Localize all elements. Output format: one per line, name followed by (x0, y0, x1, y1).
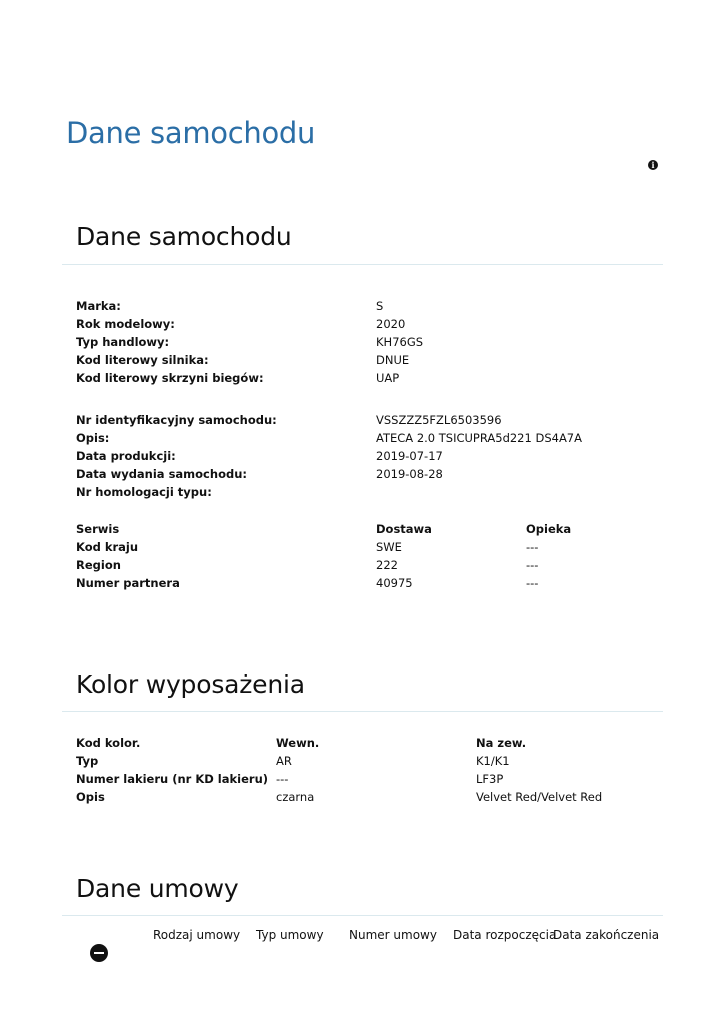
row-label: Opis (76, 790, 105, 804)
field-label: Rok modelowy: (76, 317, 175, 331)
collapse-minus-icon[interactable] (90, 944, 108, 962)
field-label: Nr homologacji typu: (76, 485, 212, 499)
field-label: Marka: (76, 299, 121, 313)
column-header: Na zew. (476, 736, 527, 750)
field-label: Data wydania samochodu: (76, 467, 247, 481)
column-header: Serwis (76, 522, 120, 536)
field-label: Data produkcji: (76, 449, 176, 463)
table-cell: czarna (276, 790, 315, 804)
equipment-color-divider (62, 711, 663, 712)
table-cell: 40975 (376, 576, 413, 590)
field-label: Opis: (76, 431, 110, 445)
table-cell: 222 (376, 558, 398, 572)
car-data-heading: Dane samochodu (76, 222, 292, 251)
field-value: ATECA 2.0 TSICUPRA5d221 DS4A7A (376, 431, 582, 445)
column-header: Kod kolor. (76, 736, 141, 750)
field-label: Typ handlowy: (76, 335, 170, 349)
field-value: KH76GS (376, 335, 424, 349)
equipment-color-heading: Kolor wyposażenia (76, 670, 305, 699)
table-cell: --- (526, 576, 539, 590)
table-cell: LF3P (476, 772, 504, 786)
row-label: Numer lakieru (nr KD lakieru) (76, 772, 269, 786)
row-label: Region (76, 558, 121, 572)
table-cell: Velvet Red/Velvet Red (476, 790, 603, 804)
field-value: VSSZZZ5FZL6503596 (376, 413, 502, 427)
contract-column-header: Typ umowy (256, 928, 324, 942)
field-label: Kod literowy skrzyni biegów: (76, 371, 264, 385)
contract-column-header: Rodzaj umowy (153, 928, 241, 942)
contract-data-divider (62, 915, 663, 916)
column-header: Dostawa (376, 522, 432, 536)
field-label: Kod literowy silnika: (76, 353, 209, 367)
column-header: Opieka (526, 522, 572, 536)
table-cell: --- (276, 772, 289, 786)
row-label: Typ (76, 754, 99, 768)
table-cell: SWE (376, 540, 402, 554)
field-value: UAP (376, 371, 400, 385)
field-value: 2020 (376, 317, 406, 331)
field-label: Nr identyfikacyjny samochodu: (76, 413, 277, 427)
column-header: Wewn. (276, 736, 320, 750)
table-cell: K1/K1 (476, 754, 510, 768)
table-cell: --- (526, 540, 539, 554)
contract-column-header: Data rozpoczęcia (453, 928, 557, 942)
field-value: 2019-08-28 (376, 467, 443, 481)
row-label: Kod kraju (76, 540, 139, 554)
car-data-divider (62, 264, 663, 265)
field-value: DNUE (376, 353, 410, 367)
field-value: 2019-07-17 (376, 449, 443, 463)
contract-column-header: Numer umowy (349, 928, 437, 942)
contract-data-heading: Dane umowy (76, 874, 239, 903)
info-icon[interactable]: i (648, 160, 658, 170)
table-cell: --- (526, 558, 539, 572)
table-cell: AR (276, 754, 292, 768)
field-value: S (376, 299, 384, 313)
page-title: Dane samochodu (66, 116, 316, 150)
contract-column-header: Data zakończenia (553, 928, 660, 942)
row-label: Numer partnera (76, 576, 180, 590)
